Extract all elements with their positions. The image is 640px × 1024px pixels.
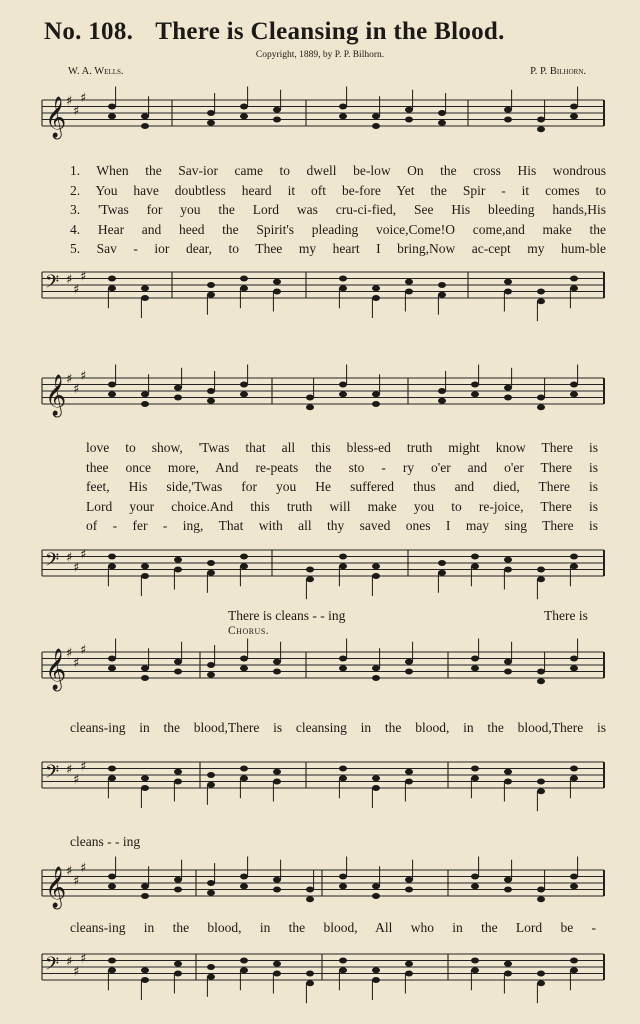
notehead	[504, 385, 512, 391]
notehead	[141, 883, 149, 889]
sharp-icon: ♯	[80, 759, 87, 775]
chorus-echo-2: cleans - - ing	[70, 834, 141, 849]
notehead	[438, 560, 446, 566]
notehead	[273, 887, 281, 893]
notehead	[471, 874, 479, 880]
notehead	[471, 883, 479, 889]
notehead	[174, 971, 182, 977]
sharp-icon: ♯	[73, 381, 80, 397]
staff-lines	[42, 762, 604, 788]
notehead	[339, 563, 347, 569]
notehead	[405, 887, 413, 893]
notehead	[141, 563, 149, 569]
notehead	[306, 887, 314, 893]
sharp-icon: ♯	[80, 951, 87, 967]
notehead	[438, 292, 446, 298]
notehead	[141, 977, 149, 983]
notehead	[207, 292, 215, 298]
staff-lines	[42, 100, 604, 126]
notehead	[240, 967, 248, 973]
verse-3-line-1: 3. 'Twas for you the Lord was cru-ci-fied, See His bleeding hands,His	[70, 202, 606, 218]
notehead	[108, 563, 116, 569]
notehead	[273, 961, 281, 967]
notehead	[537, 887, 545, 893]
notehead	[108, 958, 116, 964]
sharp-icon: ♯	[73, 655, 80, 671]
verse-3-line-2: feet, His side,'Twas for you He suffered thus and died, There is	[86, 479, 598, 495]
bass-clef-icon: 𝄢	[45, 762, 60, 787]
notehead	[405, 971, 413, 977]
notehead	[306, 404, 314, 410]
notehead	[273, 779, 281, 785]
notehead	[570, 563, 578, 569]
notehead	[537, 678, 545, 684]
notehead	[141, 967, 149, 973]
notehead	[504, 769, 512, 775]
notehead	[141, 573, 149, 579]
notehead	[141, 785, 149, 791]
notehead	[405, 961, 413, 967]
notehead	[537, 896, 545, 902]
notehead	[570, 104, 578, 110]
notehead	[108, 775, 116, 781]
sharp-icon: ♯	[80, 368, 87, 384]
chorus-echo-1-right: There is	[544, 608, 588, 623]
notehead	[240, 113, 248, 119]
notehead	[537, 576, 545, 582]
notehead	[372, 285, 380, 291]
verse-4-line-1: 4. Hear and heed the Spirit's pleading voice,Come!O come,and make the	[70, 221, 606, 237]
verses-system-2	[86, 438, 598, 536]
notehead	[537, 669, 545, 675]
notehead	[108, 766, 116, 772]
notehead	[306, 395, 314, 401]
notehead	[240, 554, 248, 560]
notehead	[141, 665, 149, 671]
notehead	[570, 113, 578, 119]
notehead	[174, 395, 182, 401]
notehead	[141, 113, 149, 119]
notehead	[207, 388, 215, 394]
notehead	[306, 896, 314, 902]
notehead	[174, 887, 182, 893]
notehead	[240, 958, 248, 964]
notehead	[504, 779, 512, 785]
notehead	[570, 874, 578, 880]
notehead	[339, 967, 347, 973]
notehead	[504, 117, 512, 123]
notehead	[339, 883, 347, 889]
notehead	[372, 295, 380, 301]
verse-5-line-1: 5. Sav - ior dear, to Thee my heart I bring,Now ac-cept my hum-ble	[70, 241, 606, 257]
notehead	[372, 967, 380, 973]
notehead	[306, 567, 314, 573]
notehead	[570, 656, 578, 662]
notehead	[306, 576, 314, 582]
notehead	[207, 964, 215, 970]
notehead	[240, 665, 248, 671]
notehead	[570, 276, 578, 282]
notehead	[339, 104, 347, 110]
notehead	[273, 659, 281, 665]
sharp-icon: ♯	[66, 646, 73, 661]
notehead	[174, 877, 182, 883]
verse-2-line-2: thee once more, And re-peats the sto - ry o'er and o'er There is	[86, 459, 598, 475]
notehead	[570, 967, 578, 973]
notehead	[240, 104, 248, 110]
notehead	[438, 110, 446, 116]
notehead	[141, 391, 149, 397]
notehead	[207, 772, 215, 778]
notehead	[537, 971, 545, 977]
notehead	[207, 974, 215, 980]
notehead	[372, 785, 380, 791]
notehead	[207, 662, 215, 668]
notehead	[339, 113, 347, 119]
sharp-icon: ♯	[73, 964, 80, 980]
notehead	[273, 769, 281, 775]
notehead	[570, 665, 578, 671]
notehead	[504, 279, 512, 285]
bass-clef-icon: 𝄢	[45, 954, 60, 979]
notehead	[405, 877, 413, 883]
notehead	[240, 391, 248, 397]
notehead	[174, 669, 182, 675]
notehead	[339, 285, 347, 291]
notehead	[240, 285, 248, 291]
sharp-icon: ♯	[80, 642, 87, 658]
notehead	[174, 769, 182, 775]
notehead	[372, 977, 380, 983]
sharp-icon: ♯	[80, 860, 87, 876]
copyright-notice: Copyright, 1889, by P. P. Bilhorn.	[255, 50, 385, 60]
notehead	[504, 669, 512, 675]
notehead	[405, 659, 413, 665]
notehead	[141, 285, 149, 291]
notehead	[174, 567, 182, 573]
notehead	[372, 883, 380, 889]
notehead	[372, 401, 380, 407]
notehead	[570, 391, 578, 397]
hymn-number: No. 108.	[44, 18, 134, 45]
notehead	[273, 971, 281, 977]
notehead	[405, 779, 413, 785]
notehead	[405, 289, 413, 295]
notehead	[141, 893, 149, 899]
notehead	[570, 766, 578, 772]
notehead	[471, 958, 479, 964]
chorus-lyric-1	[70, 718, 606, 738]
notehead	[504, 557, 512, 563]
sharp-icon: ♯	[66, 94, 73, 109]
sharp-icon: ♯	[73, 103, 80, 119]
notehead	[570, 958, 578, 964]
notehead	[504, 877, 512, 883]
chorus-line-2: cleans-ing in the blood, in the blood, All who in the Lord be -	[70, 920, 596, 935]
notehead	[504, 289, 512, 295]
notehead	[108, 883, 116, 889]
notehead	[438, 282, 446, 288]
treble-clef-icon: 𝄞	[45, 375, 67, 416]
notehead	[471, 775, 479, 781]
notehead	[174, 659, 182, 665]
notehead	[306, 980, 314, 986]
bass-clef-icon: 𝄢	[45, 550, 60, 575]
notehead	[240, 766, 248, 772]
notehead	[372, 123, 380, 129]
notehead	[537, 395, 545, 401]
staff-lines	[42, 550, 604, 576]
notehead	[537, 788, 545, 794]
verse-1-line-1: 1. When the Sav-ior came to dwell be-low On the cross His wondrous	[70, 163, 606, 178]
chorus-echo-1: There is cleans - - ing	[228, 608, 346, 623]
sharp-icon: ♯	[80, 269, 87, 285]
notehead	[141, 295, 149, 301]
notehead	[471, 766, 479, 772]
notehead	[570, 285, 578, 291]
notehead	[141, 123, 149, 129]
notehead	[207, 782, 215, 788]
composer-credit: P. P. Bilhorn.	[530, 66, 586, 77]
notehead	[141, 675, 149, 681]
staff-system-2-bass	[0, 546, 640, 596]
notehead	[405, 279, 413, 285]
notehead	[570, 382, 578, 388]
staff-lines	[42, 378, 604, 404]
notehead	[471, 656, 479, 662]
notehead	[240, 775, 248, 781]
notehead	[174, 779, 182, 785]
notehead	[570, 775, 578, 781]
notehead	[339, 382, 347, 388]
staff-system-3-treble	[0, 642, 640, 698]
verse-1-line-2: love to show, 'Twas that all this bless-ed truth might know There is	[86, 440, 598, 455]
notehead	[240, 276, 248, 282]
notehead	[339, 775, 347, 781]
notehead	[174, 557, 182, 563]
notehead	[372, 573, 380, 579]
notehead	[537, 779, 545, 785]
notehead	[504, 971, 512, 977]
notehead	[339, 766, 347, 772]
notehead	[537, 289, 545, 295]
notehead	[306, 971, 314, 977]
notehead	[570, 883, 578, 889]
notehead	[537, 126, 545, 132]
notehead	[504, 887, 512, 893]
notehead	[537, 980, 545, 986]
staff-system-1-treble	[0, 90, 640, 146]
notehead	[438, 388, 446, 394]
sharp-icon: ♯	[73, 282, 80, 298]
notehead	[471, 554, 479, 560]
notehead	[273, 289, 281, 295]
notehead	[471, 967, 479, 973]
treble-clef-icon: 𝄞	[45, 649, 67, 690]
notehead	[471, 382, 479, 388]
verse-4-line-2: Lord your choice.And this truth will make you to re-joice, There is	[86, 498, 598, 514]
staff-lines	[42, 954, 604, 980]
staff-system-4-treble	[0, 860, 640, 916]
staff-system-2-treble	[0, 368, 640, 424]
notehead	[405, 117, 413, 123]
chorus-label: Chorus.	[228, 625, 270, 637]
staff-system-1-bass	[0, 268, 640, 318]
notehead	[108, 554, 116, 560]
notehead	[405, 107, 413, 113]
notehead	[207, 672, 215, 678]
notehead	[339, 276, 347, 282]
staff-lines	[42, 272, 604, 298]
notehead	[273, 279, 281, 285]
lyricist-credit: W. A. Wells.	[68, 66, 124, 77]
notehead	[240, 382, 248, 388]
hymn-header	[44, 18, 604, 46]
notehead	[438, 120, 446, 126]
staff-system-4-bass	[0, 950, 640, 1000]
notehead	[141, 401, 149, 407]
notehead	[471, 563, 479, 569]
notehead	[570, 554, 578, 560]
sharp-icon: ♯	[66, 550, 73, 566]
notehead	[273, 669, 281, 675]
notehead	[108, 276, 116, 282]
notehead	[108, 113, 116, 119]
sharp-icon: ♯	[66, 954, 73, 970]
notehead	[372, 113, 380, 119]
notehead	[504, 567, 512, 573]
sharp-icon: ♯	[80, 547, 87, 563]
treble-clef-icon: 𝄞	[45, 867, 67, 908]
notehead	[405, 769, 413, 775]
chorus-line-1: cleans-ing in the blood,There is cleansing in the blood, in the blood,There is	[70, 720, 606, 735]
notehead	[339, 874, 347, 880]
notehead	[438, 398, 446, 404]
notehead	[141, 775, 149, 781]
chorus-lyric-2	[70, 918, 596, 938]
notehead	[471, 665, 479, 671]
notehead	[537, 117, 545, 123]
notehead	[108, 391, 116, 397]
notehead	[108, 656, 116, 662]
notehead	[273, 107, 281, 113]
notehead	[372, 675, 380, 681]
notehead	[504, 395, 512, 401]
notehead	[108, 874, 116, 880]
notehead	[471, 391, 479, 397]
notehead	[108, 104, 116, 110]
notehead	[504, 961, 512, 967]
notehead	[273, 877, 281, 883]
staff-lines	[42, 870, 604, 896]
notehead	[372, 893, 380, 899]
verse-2-line-1: 2. You have doubtless heard it oft be-fore Yet the Spir - it comes to	[70, 182, 606, 198]
notehead	[108, 967, 116, 973]
staff-system-3-bass	[0, 758, 640, 808]
notehead	[372, 563, 380, 569]
notehead	[537, 298, 545, 304]
sharp-icon: ♯	[66, 864, 73, 879]
notehead	[339, 665, 347, 671]
notehead	[240, 874, 248, 880]
notehead	[537, 567, 545, 573]
notehead	[405, 669, 413, 675]
hymn-title: There is Cleansing in the Blood.	[155, 18, 505, 45]
notehead	[207, 560, 215, 566]
notehead	[207, 880, 215, 886]
notehead	[372, 391, 380, 397]
notehead	[273, 117, 281, 123]
bass-clef-icon: 𝄢	[45, 272, 60, 297]
sharp-icon: ♯	[66, 762, 73, 778]
notehead	[240, 563, 248, 569]
sharp-icon: ♯	[66, 372, 73, 387]
notehead	[339, 554, 347, 560]
notehead	[372, 775, 380, 781]
notehead	[207, 110, 215, 116]
notehead	[174, 961, 182, 967]
notehead	[339, 391, 347, 397]
notehead	[504, 107, 512, 113]
notehead	[207, 120, 215, 126]
notehead	[207, 398, 215, 404]
notehead	[108, 665, 116, 671]
sharp-icon: ♯	[73, 560, 80, 576]
notehead	[240, 883, 248, 889]
sharp-icon: ♯	[73, 873, 80, 889]
treble-clef-icon: 𝄞	[45, 97, 67, 138]
notehead	[372, 665, 380, 671]
notehead	[207, 282, 215, 288]
sharp-icon: ♯	[80, 90, 87, 106]
notehead	[108, 285, 116, 291]
notehead	[108, 382, 116, 388]
verses-system-1	[70, 161, 606, 259]
notehead	[339, 656, 347, 662]
notehead	[240, 656, 248, 662]
notehead	[339, 958, 347, 964]
sharp-icon: ♯	[66, 272, 73, 288]
notehead	[174, 385, 182, 391]
verse-5-line-2: of - fer - ing, That with all thy saved ones I may sing There is	[86, 518, 598, 534]
notehead	[207, 570, 215, 576]
notehead	[537, 404, 545, 410]
sharp-icon: ♯	[73, 772, 80, 788]
notehead	[504, 659, 512, 665]
notehead	[438, 570, 446, 576]
notehead	[207, 890, 215, 896]
staff-lines	[42, 652, 604, 678]
